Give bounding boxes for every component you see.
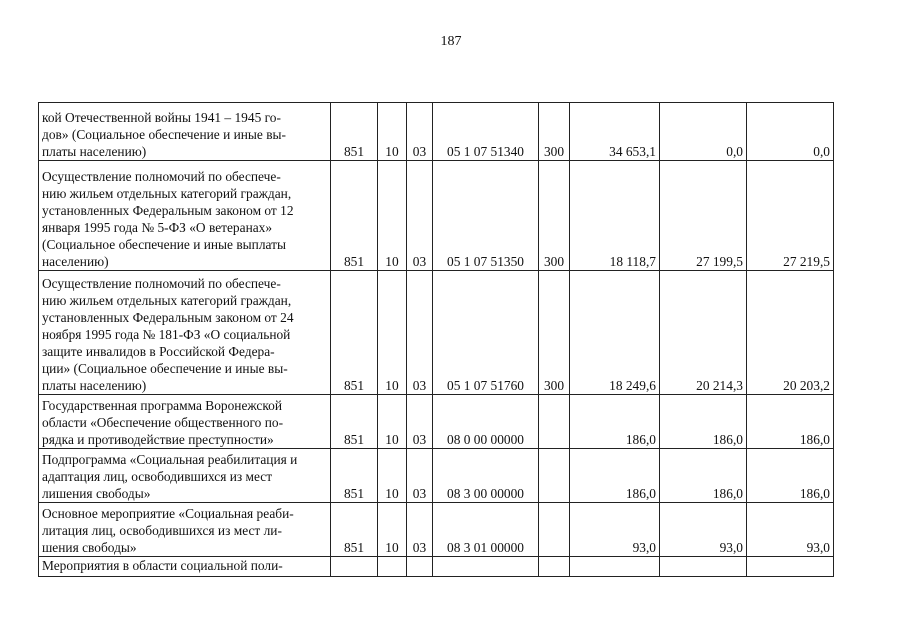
grbs-cell [331, 557, 378, 577]
amount-year3-cell: 20 203,2 [747, 271, 834, 395]
expense-type-cell [539, 557, 570, 577]
amount-year3-cell: 186,0 [747, 395, 834, 449]
target-article-cell: 08 3 00 00000 [433, 449, 539, 503]
amount-year2-cell: 93,0 [660, 503, 747, 557]
subsection-cell: 03 [407, 161, 433, 271]
expense-type-cell: 300 [539, 103, 570, 161]
description-line: (Социальное обеспечение и иные выплаты [42, 237, 286, 252]
description-line: защите инвалидов в Российской Федера- [42, 344, 275, 359]
amount-year1-cell [570, 557, 660, 577]
table-row [39, 449, 834, 503]
amount-year1-cell: 18 118,7 [570, 161, 660, 271]
amount-year1-cell: 34 653,1 [570, 103, 660, 161]
target-article-cell: 05 1 07 51760 [433, 271, 539, 395]
description-line: рядка и противодействие преступности» [42, 432, 274, 447]
section-cell: 10 [378, 103, 407, 161]
description-cell [39, 449, 331, 503]
description-line: Подпрограмма «Социальная реабилитация и [42, 452, 298, 467]
description-line: января 1995 года № 5-ФЗ «О ветеранах» [42, 220, 273, 235]
amount-year2-cell: 186,0 [660, 449, 747, 503]
description-line: установленных Федеральным законом от 24 [42, 310, 294, 325]
amount-year1-cell: 186,0 [570, 449, 660, 503]
amount-year2-cell [660, 557, 747, 577]
grbs-cell: 851 [331, 503, 378, 557]
subsection-cell: 03 [407, 503, 433, 557]
grbs-cell: 851 [331, 161, 378, 271]
description-line: адаптация лиц, освободившихся из мест [42, 469, 273, 484]
budget-table [38, 102, 834, 577]
expense-type-cell: 300 [539, 161, 570, 271]
subsection-cell: 03 [407, 271, 433, 395]
description-line: ции» (Социальное обеспечение и иные вы- [42, 361, 288, 376]
section-cell [378, 557, 407, 577]
budget-table-body [39, 103, 834, 577]
description-line: населению) [42, 254, 109, 269]
description-line: литация лиц, освободившихся из мест ли- [42, 523, 282, 538]
description-line: Мероприятия в области социальной поли- [42, 558, 283, 573]
description-line: области «Обеспечение общественного по- [42, 415, 284, 430]
amount-year2-cell: 27 199,5 [660, 161, 747, 271]
grbs-cell: 851 [331, 395, 378, 449]
description-line: платы населению) [42, 144, 147, 159]
expense-type-cell [539, 503, 570, 557]
subsection-cell: 03 [407, 103, 433, 161]
target-article-cell [433, 557, 539, 577]
description-line: Государственная программа Воронежской [42, 398, 283, 413]
amount-year2-cell: 0,0 [660, 103, 747, 161]
target-article-cell: 08 0 00 00000 [433, 395, 539, 449]
description-line: нию жильем отдельных категорий граждан, [42, 186, 292, 201]
target-article-cell: 05 1 07 51350 [433, 161, 539, 271]
grbs-cell: 851 [331, 271, 378, 395]
amount-year3-cell: 0,0 [747, 103, 834, 161]
description-line: лишения свободы» [42, 486, 151, 501]
section-cell: 10 [378, 161, 407, 271]
description-cell [39, 103, 331, 161]
grbs-cell: 851 [331, 103, 378, 161]
table-row [39, 103, 834, 161]
target-article-cell: 05 1 07 51340 [433, 103, 539, 161]
description-line: кой Отечественной войны 1941 – 1945 го- [42, 110, 281, 125]
description-line: Осуществление полномочий по обеспече- [42, 169, 281, 184]
section-cell: 10 [378, 503, 407, 557]
amount-year1-cell: 186,0 [570, 395, 660, 449]
table-row [39, 161, 834, 271]
grbs-cell: 851 [331, 449, 378, 503]
amount-year3-cell: 93,0 [747, 503, 834, 557]
amount-year3-cell: 27 219,5 [747, 161, 834, 271]
amount-year2-cell: 186,0 [660, 395, 747, 449]
target-article-cell: 08 3 01 00000 [433, 503, 539, 557]
table-row [39, 271, 834, 395]
description-line: установленных Федеральным законом от 12 [42, 203, 294, 218]
description-cell [39, 557, 331, 577]
amount-year3-cell [747, 557, 834, 577]
expense-type-cell [539, 395, 570, 449]
amount-year3-cell: 186,0 [747, 449, 834, 503]
amount-year1-cell: 93,0 [570, 503, 660, 557]
amount-year2-cell: 20 214,3 [660, 271, 747, 395]
description-line: платы населению) [42, 378, 147, 393]
page-number: 187 [440, 34, 462, 49]
section-cell: 10 [378, 395, 407, 449]
expense-type-cell [539, 449, 570, 503]
description-line: шения свободы» [42, 540, 137, 555]
expense-type-cell: 300 [539, 271, 570, 395]
table-row [39, 395, 834, 449]
description-cell [39, 503, 331, 557]
subsection-cell: 03 [407, 449, 433, 503]
description-line: Осуществление полномочий по обеспече- [42, 276, 281, 291]
description-line: дов» (Социальное обеспечение и иные вы- [42, 127, 286, 142]
section-cell: 10 [378, 449, 407, 503]
description-line: ноября 1995 года № 181-ФЗ «О социальной [42, 327, 291, 342]
description-line: нию жильем отдельных категорий граждан, [42, 293, 292, 308]
subsection-cell [407, 557, 433, 577]
section-cell: 10 [378, 271, 407, 395]
table-row [39, 503, 834, 557]
subsection-cell: 03 [407, 395, 433, 449]
description-cell [39, 395, 331, 449]
table-row [39, 557, 834, 577]
description-cell [39, 161, 331, 271]
description-line: Основное мероприятие «Социальная реаби- [42, 506, 294, 521]
amount-year1-cell: 18 249,6 [570, 271, 660, 395]
description-cell [39, 271, 331, 395]
